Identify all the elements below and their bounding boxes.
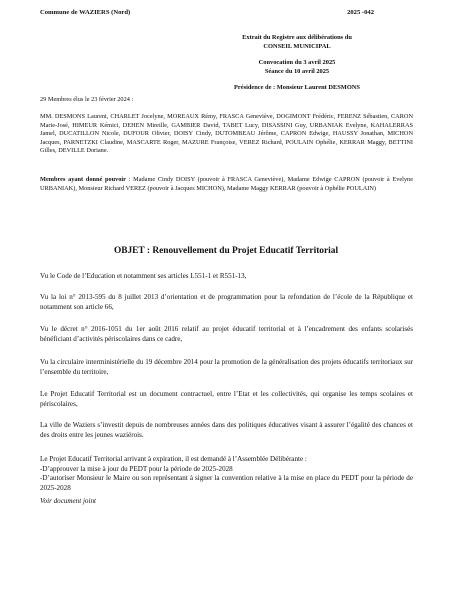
- demande-approuver: -D’approuver la mise à jour du PEDT pour la période de 2025-2028: [40, 464, 233, 473]
- demande-autoriser: -D’autoriser Monsieur le Maire ou son représentant à signer la convention relative à la mise en place du PEDT pour la période de 2025-2028: [40, 474, 413, 492]
- paragraph-demande: [40, 455, 413, 493]
- demande-intro: Le Projet Educatif Territorial arrivant à expiration, il est demandé à l’Assemblée Délibérante :: [40, 455, 307, 463]
- paragraph-waziers: La ville de Waziers s’investit depuis de nombreuses années dans des politiques éducatives visant à assurer l’égalité des chances et des droits entre les jeunes waziérois.: [40, 421, 413, 439]
- members-pouvoir: [40, 176, 413, 193]
- paragraph-pedt-definition: Le Projet Educatif Territorial est un document contractuel, entre l’Etat et les collectivités, qui organise les temps scolaires et périscolaires,: [40, 390, 413, 408]
- convocation-date: Convocation du 3 avril 2025: [258, 59, 336, 67]
- pouvoir-text: : Madame Cindy DOISY (pouvoir à FRASCA Geneviève), Madame Edwige CAPRON (pouvoir à Evelyne URBANIAK), Monsieur Richard VEREZ (pouvoir à Jacques MICHON), Madame Maggy KERRAR (pouvoir à Ophélie POULAIN): [40, 176, 413, 192]
- objet-title: OBJET : Renouvellement du Projet Educatif Territorial: [113, 246, 339, 256]
- document-joint-note: Voir document joint: [40, 497, 96, 505]
- council-name: CONSEIL MUNICIPAL: [263, 42, 331, 50]
- paragraph-code-education: Vu le Code de l’Education et notamment ses articles L551-1 et R551-13,: [40, 272, 247, 280]
- presidence: Présidence de : Monsieur Laurent DESMONS: [234, 84, 360, 92]
- paragraph-decret-2016: Vu le décret n° 2016-1051 du 1er août 2016 relatif au projet éducatif territorial et à l’encadrement des enfants scolarisés bénéficiant d’activités périscolaires dans ce cadre,: [40, 325, 413, 343]
- deliberation-number: 2025 -042: [347, 9, 374, 16]
- extract-title: Extrait du Registre aux délibérations du: [242, 34, 352, 41]
- paragraph-circulaire: Vu la circulaire interministérielle du 19 décembre 2014 pour la promotion de la généralisation des projets éducatifs territoriaux sur l’ensemble du territoire,: [40, 358, 413, 376]
- seance-date: Séance du 10 avril 2025: [264, 67, 330, 75]
- extract-block: [212, 34, 382, 93]
- commune-name: Commune de WAZIERS (Nord): [40, 9, 131, 16]
- paragraph-loi-2013: Vu la loi n° 2013-595 du 8 juillet 2013 d’orientation et de programmation pour la refondation de l’école de la République et notamment son article 66,: [40, 293, 413, 311]
- members-present: MM. DESMONS Laurent, CHARLET Jocelyne, MOREAUX Rémy, FRASCA Geneviève, DOGIMONT Frédéric, FERENZ Sébastien, CARON Marie-José, HIMEUR Kémici, DEHEN Mireille, GAMBIER David, TABET Lucy, DISASSINI Guy, URBANIAK Evelyne, KAHALERRAS Jamel, DUCATILLON Nicole, DUFOUR Olivier, DOISY Cindy, DUTOMBEAU Jérôme, CAPRON Edwige, HAUSSY Jonathan, MICHON Jacques, PARNETZKI Claudine, MASCARTE Roger, MAZURE Françoise, VEREZ Richard, POULAIN Ophélie, KERRAR Maggy, BETTINI Gilles, DEVILLE Doriane.: [40, 113, 413, 155]
- pouvoir-label: Membres ayant donné pouvoir: [40, 176, 126, 183]
- members-count: 29 Membres élus le 23 février 2024 :: [40, 96, 134, 103]
